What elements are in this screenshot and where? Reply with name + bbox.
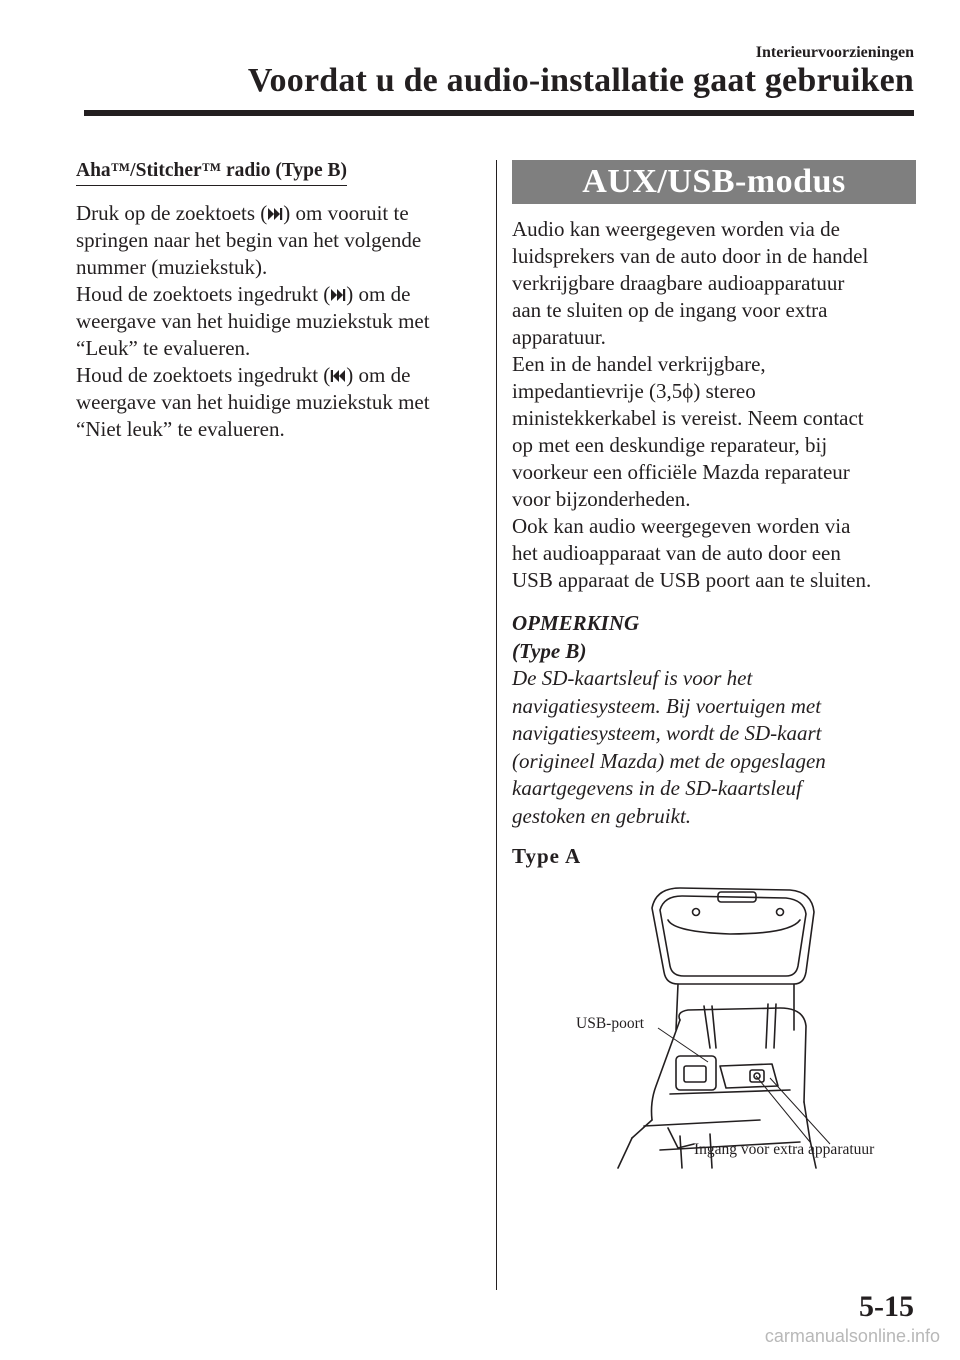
note-line: (origineel Mazda) met de opgeslagen [512,748,826,773]
paragraph-text: ) om de [346,282,411,306]
next-track-icon [267,202,283,218]
paragraph-line: luidsprekers van de auto door in de handel [512,244,869,268]
note-line: gestoken en gebruikt. [512,803,692,828]
section-banner: AUX/USB-modus [512,160,916,204]
paragraph-line [76,200,476,227]
paragraph-text: ) om vooruit te [283,201,409,225]
paragraph-line [76,389,476,416]
paragraph-line [76,335,476,362]
note-text [512,665,916,830]
paragraph-line: aan te sluiten op de ingang voor extra [512,298,828,322]
paragraph-line [76,416,476,443]
subheading: Aha™/Stitcher™ radio (Type B) [76,160,347,186]
paragraph-line [76,362,476,389]
note-block [512,610,916,830]
note-line: navigatiesysteem. Bij voertuigen met [512,693,822,718]
paragraph-line: Ook kan audio weergegeven worden via [512,514,851,538]
note-title: OPMERKING [512,611,640,635]
column-divider [496,160,497,1290]
page-title: Voordat u de audio-installatie gaat gebruiken [247,62,914,99]
header-rule [84,110,914,116]
aha-paragraph [76,200,476,443]
note-line: De SD-kaartsleuf is voor het [512,666,753,690]
next-track-icon [330,283,346,299]
paragraph-line: het audioapparaat van de auto door een [512,541,841,565]
paragraph-text: “Niet leuk” te evalueren. [76,417,285,441]
paragraph-text: nummer (muziekstuk). [76,255,268,279]
paragraph-line: apparatuur. [512,325,606,349]
paragraph-line: op met een deskundige reparateur, bij [512,433,828,457]
paragraph-text: Houd de zoektoets ingedrukt ( [76,282,331,306]
paragraph-text: ) om de [346,363,411,387]
note-line: navigatiesysteem, wordt de SD-kaart [512,721,822,745]
paragraph-line [76,308,476,335]
right-column [512,160,916,869]
paragraph-text: “Leuk” te evalueren. [76,336,251,360]
paragraph-text: Druk op de zoektoets ( [76,201,268,225]
paragraph-line: voorkeur een officiële Mazda reparateur [512,460,850,484]
paragraph-line: voor bijzonderheden. [512,487,691,511]
paragraph-text: Houd de zoektoets ingedrukt ( [76,363,331,387]
paragraph-line [76,254,476,281]
paragraph-line [76,281,476,308]
paragraph-line: ministekkerkabel is vereist. Neem contact [512,406,864,430]
previous-track-icon [330,364,346,380]
paragraph-text: weergave van het huidige muziekstuk met [76,390,430,414]
paragraph-line: Een in de handel verkrijgbare, [512,352,766,376]
watermark: carmanualsonline.info [764,1326,940,1346]
type-label: Type A [512,844,582,868]
left-column [76,160,476,443]
note-type: (Type B) [512,638,587,663]
usb-port-label: USB-poort [576,1015,645,1032]
paragraph-line: impedantievrije (3,5ϕ) stereo [512,379,756,403]
paragraph-line: Audio kan weergegeven worden via de [512,217,840,241]
page-number: 5-15 [859,1290,914,1323]
section-title: Interieurvoorzieningen [755,44,914,61]
console-illustration [560,880,890,1170]
aux-usb-paragraph [512,216,916,594]
paragraph-line: USB apparaat de USB poort aan te sluiten. [512,568,872,592]
paragraph-text: springen naar het begin van het volgende [76,228,422,252]
paragraph-text: weergave van het huidige muziekstuk met [76,309,430,333]
paragraph-line: verkrijgbare draagbare audioapparatuur [512,271,845,295]
paragraph-line [76,227,476,254]
aux-input-label: Ingang voor extra apparatuur [694,1141,875,1158]
note-line: kaartgegevens in de SD-kaartsleuf [512,776,802,800]
